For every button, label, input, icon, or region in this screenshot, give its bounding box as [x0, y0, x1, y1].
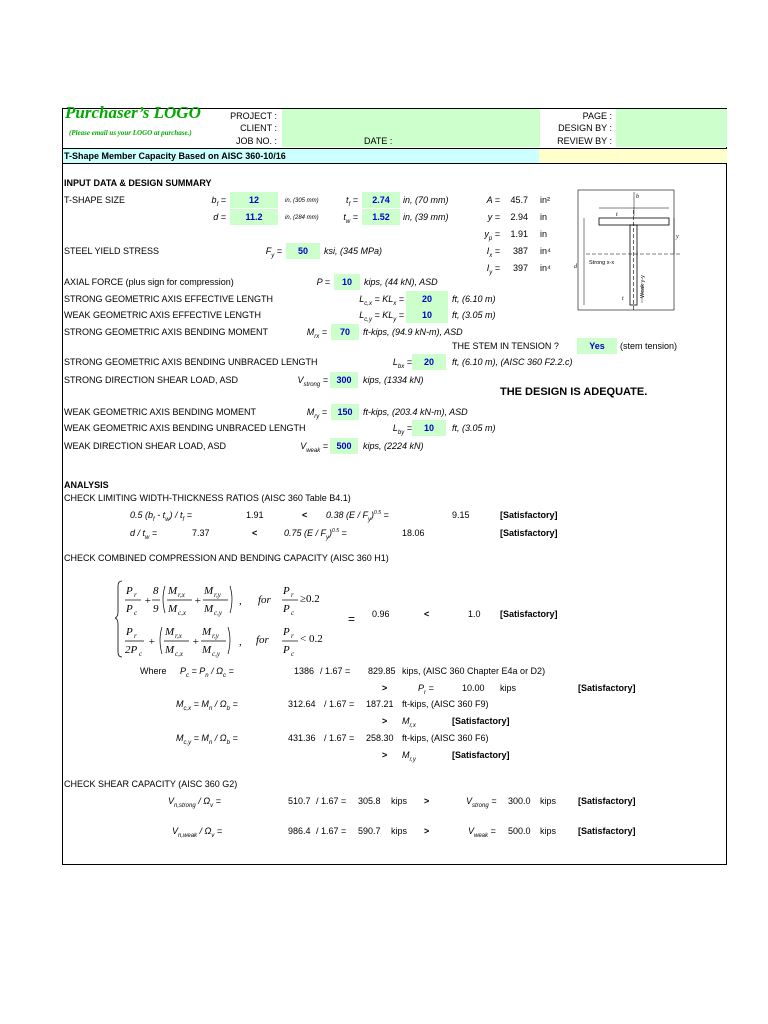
weak-length-label: WEAK GEOMETRIC AXIS EFFECTIVE LENGTH	[64, 310, 262, 320]
svg-text:P: P	[283, 644, 290, 656]
vs-req-label: $V_{strong}$ =	[466, 796, 497, 809]
Lby-label: $L_{by}$ =	[392, 423, 412, 436]
logo-note: (Please email us your LOGO at purchase.)	[69, 129, 192, 137]
Lcx-label: $L_{c,x} = KL_x$ =	[359, 294, 404, 307]
vw-op: >	[424, 826, 430, 836]
vw-value: 590.7	[358, 826, 381, 836]
mcy-op: >	[382, 750, 388, 760]
pr-unit: kips	[500, 683, 517, 693]
mcx-value: 187.21	[366, 699, 394, 709]
stem-note: (stem tension)	[620, 341, 678, 351]
fy-label: $F_y$ =	[265, 246, 282, 259]
fy-unit: ksi, (345 MPa)	[324, 246, 383, 256]
vs-req-unit: kips	[540, 796, 557, 806]
Vstrong-input[interactable]: 300	[330, 372, 358, 388]
vw-unit: kips	[391, 826, 408, 836]
svg-text:,: ,	[239, 595, 242, 607]
Lcx-input[interactable]: 20	[406, 291, 448, 307]
wt2-limit-expr: 0.75 $(E / F_y)^{0.5}$ =	[284, 528, 347, 541]
svg-text:c,x: c,x	[178, 609, 186, 617]
svg-text:M: M	[202, 644, 212, 656]
vw-num: 986.4	[288, 826, 311, 836]
pc-value: 829.85	[368, 666, 396, 676]
svg-text:8: 8	[153, 585, 159, 597]
vw-expr: $V_{n,weak} / \Omega_v$ =	[172, 826, 223, 839]
Lcx-unit: ft, (6.10 m)	[452, 294, 496, 304]
svg-text:M: M	[202, 626, 212, 638]
vw-div: / 1.67 =	[316, 826, 347, 836]
Iy-value: 397	[512, 263, 528, 273]
Ix-label: $I_x$ =	[486, 246, 500, 259]
Lbx-unit: ft, (6.10 m), (AISC 360 F2.2.c)	[452, 357, 573, 367]
weak-shear-label: WEAK DIRECTION SHEAR LOAD, ASD	[64, 441, 227, 451]
svg-text:c: c	[291, 650, 295, 658]
y-value: 2.94	[510, 212, 528, 222]
logo: Purchaser’s LOGO	[65, 103, 201, 122]
Iy-label: $I_y$ =	[486, 263, 500, 276]
comb-op: <	[424, 609, 430, 619]
P-unit: kips, (44 kN), ASD	[364, 277, 438, 287]
y-label: y =	[487, 212, 500, 222]
d-label: d =	[213, 212, 226, 222]
interaction-formula	[115, 578, 335, 660]
date-label: DATE :	[364, 136, 393, 146]
svg-text:c,x: c,x	[175, 650, 183, 658]
Ix-unit: in⁴	[540, 246, 551, 256]
svg-text:,: ,	[239, 636, 242, 648]
mcx-expr: $M_{c,x} = M_n / \Omega_b$ =	[176, 699, 238, 712]
where-label: Where	[140, 666, 167, 676]
yp-value: 1.91	[510, 229, 528, 239]
A-unit: in²	[540, 195, 551, 205]
wt-title: CHECK LIMITING WIDTH-THICKNESS RATIOS (AISC 360 Table B4.1)	[64, 493, 351, 503]
pc-op: >	[382, 683, 388, 693]
svg-text:r,x: r,x	[178, 591, 185, 599]
client-label: CLIENT :	[240, 123, 277, 133]
svg-text:+: +	[192, 636, 200, 648]
d-unit: in, (284 mm)	[285, 215, 319, 221]
Mrx-unit: ft-kips, (94.9 kN-m), ASD	[363, 327, 463, 337]
Lcy-input[interactable]: 10	[406, 307, 448, 323]
svg-text:P: P	[283, 626, 290, 638]
vs-op: >	[424, 796, 430, 806]
comb-value: 0.96	[372, 609, 390, 619]
wt1-expr: 0.5 $(b_f - t_w) / t_f$ =	[130, 510, 192, 523]
yp-label: $y_p$ =	[484, 229, 500, 242]
mcx-div: / 1.67 =	[324, 699, 355, 709]
vw-req: 500.0	[508, 826, 531, 836]
review-by-label: REVIEW BY :	[557, 136, 612, 146]
comb-status: [Satisfactory]	[500, 609, 558, 619]
P-input[interactable]: 10	[334, 274, 360, 290]
svg-text:P: P	[126, 603, 133, 615]
vs-status: [Satisfactory]	[578, 796, 636, 806]
pr-label: $P_r$ =	[418, 683, 434, 696]
combined-title: CHECK COMBINED COMPRESSION AND BENDING CAPACITY (AISC 360 H1)	[64, 553, 389, 563]
svg-text:r,x: r,x	[175, 632, 182, 640]
Mry-unit: ft-kips, (203.4 kN-m), ASD	[363, 407, 468, 417]
mcy-expr: $M_{c,y} = M_n / \Omega_b$ =	[176, 733, 238, 746]
Lby-unit: ft, (3.05 m)	[452, 423, 496, 433]
input-section-title: INPUT DATA & DESIGN SUMMARY	[64, 178, 212, 188]
comb-limit: 1.0	[468, 609, 481, 619]
wt2-op: <	[252, 528, 258, 538]
bf-label: $b_f$ =	[211, 195, 226, 208]
mrx-label: $M_{r,x}$	[402, 716, 416, 729]
svg-text:9: 9	[153, 603, 159, 615]
y-unit: in	[540, 212, 548, 222]
wt1-limit: 9.15	[452, 510, 470, 520]
svg-text:r,y: r,y	[214, 591, 221, 599]
page-label: PAGE :	[582, 111, 612, 121]
fig-d-label: d	[574, 264, 577, 270]
vw-req-label: $V_{weak}$ =	[468, 826, 496, 839]
mcx-op: >	[382, 716, 388, 726]
svg-text:+: +	[144, 595, 152, 607]
fy-row-label: STEEL YIELD STRESS	[64, 246, 160, 256]
mcx-ref: ft-kips, (AISC 360 F9)	[402, 699, 489, 709]
Vstrong-unit: kips, (1334 kN)	[363, 375, 424, 385]
axial-row-label: AXIAL FORCE (plus sign for compression)	[64, 277, 234, 287]
strong-moment-label: STRONG GEOMETRIC AXIS BENDING MOMENT	[64, 327, 269, 337]
strong-shear-label: STRONG DIRECTION SHEAR LOAD, ASD	[64, 375, 239, 385]
wt1-limit-expr: 0.38 $(E / F_y)^{0.5}$ =	[326, 510, 389, 523]
mcy-ref: ft-kips, (AISC 360 F6)	[402, 733, 489, 743]
vs-num: 510.7	[288, 796, 311, 806]
bf-unit: in, (305 mm)	[285, 198, 319, 204]
Lcy-label: $L_{c,y} = KL_y$ =	[359, 310, 404, 323]
Lby-input[interactable]: 10	[412, 420, 446, 436]
Iy-unit: in⁴	[540, 263, 551, 273]
comb-for-2: for	[256, 634, 269, 646]
tw-unit: in, (39 mm)	[403, 212, 449, 222]
wt1-status: [Satisfactory]	[500, 510, 558, 520]
stem-select[interactable]: Yes	[577, 338, 617, 354]
Mry-input[interactable]: 150	[331, 404, 359, 420]
project-label: PROJECT :	[230, 111, 277, 121]
weak-unbraced-label: WEAK GEOMETRIC AXIS BENDING UNBRACED LENGTH	[64, 423, 306, 433]
fig-strong-axis: Strong x-x	[589, 260, 615, 266]
svg-text:M: M	[165, 644, 175, 656]
strong-unbraced-label: STRONG GEOMETRIC AXIS BENDING UNBRACED LENGTH	[64, 357, 318, 367]
comb-equals: =	[348, 612, 356, 626]
vw-status: [Satisfactory]	[578, 826, 636, 836]
svg-text:c,y: c,y	[212, 650, 220, 658]
vs-expr: $V_{n,strong} / \Omega_v$ =	[168, 796, 221, 809]
job-label: JOB NO. :	[235, 136, 277, 146]
vs-div: / 1.67 =	[316, 796, 347, 806]
wt1-value: 1.91	[246, 510, 264, 520]
vs-unit: kips	[391, 796, 408, 806]
tshape-diagram	[574, 188, 686, 313]
wt2-limit: 18.06	[402, 528, 425, 538]
d-input[interactable]: 11.2	[230, 209, 278, 225]
pc-div: / 1.67 =	[320, 666, 351, 676]
mcy-value: 258.30	[366, 733, 394, 743]
Mrx-label: $M_{rx}$ =	[306, 327, 327, 340]
fig-tf-label: t	[616, 212, 618, 218]
svg-text:r: r	[134, 591, 137, 599]
svg-text:c: c	[291, 609, 295, 617]
tf-input[interactable]: 2.74	[362, 192, 400, 208]
vw-req-unit: kips	[540, 826, 557, 836]
tw-input[interactable]: 1.52	[362, 209, 400, 225]
svg-text:r,y: r,y	[212, 632, 219, 640]
vs-req: 300.0	[508, 796, 531, 806]
mcy-status: [Satisfactory]	[452, 750, 510, 760]
fig-yp-label: y	[676, 234, 679, 240]
wt1-op: <	[302, 510, 308, 520]
pc-ref: kips, (AISC 360 Chapter E4a or D2)	[402, 666, 546, 676]
tw-label: $t_w$ =	[343, 212, 358, 225]
svg-text:r: r	[291, 632, 294, 640]
tshape-label: T-SHAPE SIZE	[64, 195, 126, 205]
fig-bf-label: b	[636, 194, 639, 200]
tf-unit: in, (70 mm)	[403, 195, 449, 205]
mry-label: $M_{r,y}$	[402, 750, 416, 763]
A-value: 45.7	[510, 195, 528, 205]
svg-text:c: c	[139, 650, 143, 658]
design-adequate: THE DESIGN IS ADEQUATE.	[500, 386, 648, 398]
mcy-div: / 1.67 =	[324, 733, 355, 743]
design-by-label: DESIGN BY :	[558, 123, 612, 133]
svg-text:2P: 2P	[125, 644, 138, 656]
Ix-value: 387	[512, 246, 528, 256]
svg-text:P: P	[283, 603, 290, 615]
Vweak-input[interactable]: 500	[330, 438, 358, 454]
Mrx-input[interactable]: 70	[331, 324, 359, 340]
fig-tw-label: t	[622, 296, 624, 302]
Lbx-input[interactable]: 20	[412, 354, 446, 370]
Vweak-unit: kips, (2224 kN)	[363, 441, 424, 451]
svg-text:M: M	[168, 603, 178, 615]
analysis-title: ANALYSIS	[64, 480, 109, 490]
svg-text:M: M	[204, 603, 214, 615]
Vweak-label: $V_{weak}$ =	[300, 441, 328, 454]
mcy-num: 431.36	[288, 733, 316, 743]
shear-title: CHECK SHEAR CAPACITY (AISC 360 G2)	[64, 779, 238, 789]
page-field[interactable]	[616, 109, 727, 147]
fy-input[interactable]: 50	[286, 243, 320, 259]
A-label: A =	[486, 195, 500, 205]
svg-text:M: M	[165, 626, 175, 638]
wt2-value: 7.37	[192, 528, 210, 538]
svg-text:P: P	[126, 626, 133, 638]
tf-label: $t_f$ =	[346, 195, 358, 208]
Mry-label: $M_{ry}$ =	[306, 407, 327, 420]
svg-text:+: +	[148, 636, 156, 648]
stem-question: THE STEM IN TENSION ?	[452, 341, 559, 351]
svg-text:M: M	[204, 585, 214, 597]
pc-num: 1386	[294, 666, 315, 676]
page-title: T-Shape Member Capacity Based on AISC 360-10/16	[64, 151, 286, 161]
P-label: P =	[316, 277, 330, 287]
pc-status: [Satisfactory]	[578, 683, 636, 693]
fig-weak-axis: Weak y-y	[640, 275, 646, 298]
pc-expr: $P_c = P_n / \Omega_c$ =	[180, 666, 234, 679]
svg-text:+: +	[194, 595, 202, 607]
mcx-num: 312.64	[288, 699, 316, 709]
project-field[interactable]	[282, 109, 540, 147]
vs-value: 305.8	[358, 796, 381, 806]
svg-text:r: r	[291, 591, 294, 599]
svg-text:c: c	[134, 609, 138, 617]
svg-text:c,y: c,y	[214, 609, 222, 617]
svg-text:r: r	[134, 632, 137, 640]
yp-unit: in	[540, 229, 548, 239]
Lcy-unit: ft, (3.05 m)	[452, 310, 496, 320]
pr-value: 10.00	[462, 683, 485, 693]
title-band-right	[539, 149, 727, 163]
strong-length-label: STRONG GEOMETRIC AXIS EFFECTIVE LENGTH	[64, 294, 274, 304]
comb-for-1: for	[258, 594, 271, 606]
wt2-expr: d / $t_w$ =	[130, 528, 158, 541]
comb-cond-1: ≥0.2	[300, 593, 320, 605]
svg-text:P: P	[126, 585, 133, 597]
svg-text:P: P	[283, 585, 290, 597]
wt2-status: [Satisfactory]	[500, 528, 558, 538]
mcx-status: [Satisfactory]	[452, 716, 510, 726]
weak-moment-label: WEAK GEOMETRIC AXIS BENDING MOMENT	[64, 407, 257, 417]
bf-input[interactable]: 12	[230, 192, 278, 208]
svg-text:M: M	[168, 585, 178, 597]
Vstrong-label: $V_{strong}$ =	[297, 375, 328, 388]
Lbx-label: $L_{bx}$ =	[392, 357, 412, 370]
comb-cond-2: < 0.2	[300, 633, 323, 645]
